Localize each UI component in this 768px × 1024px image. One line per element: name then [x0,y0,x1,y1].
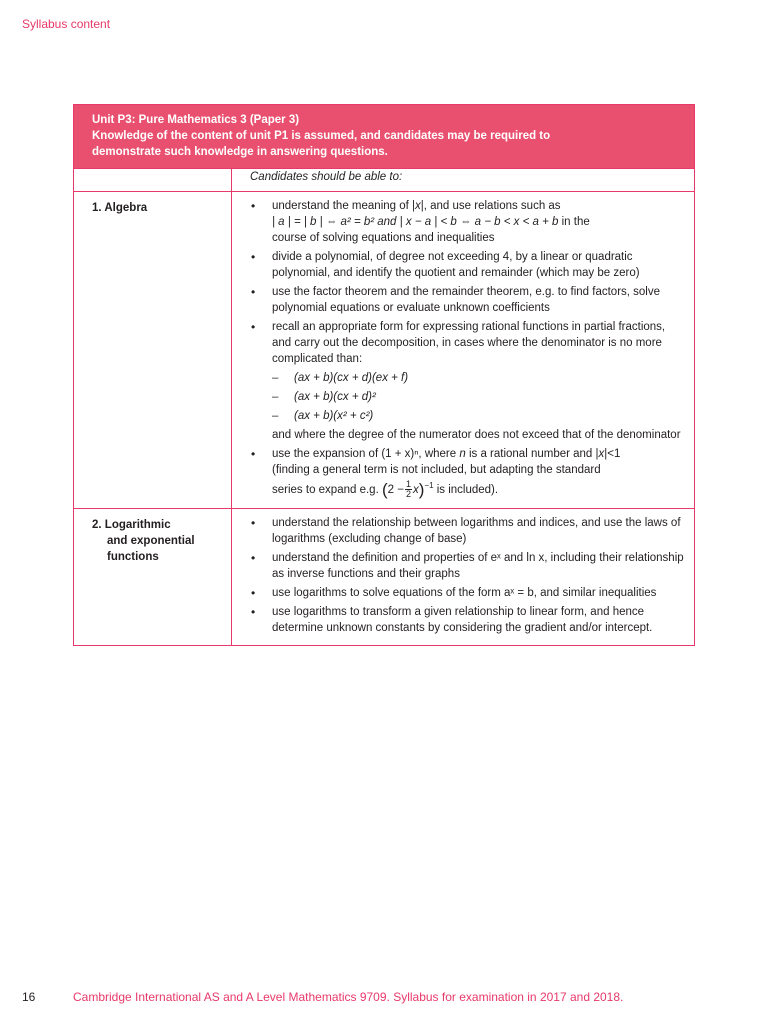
unit-note-line2: demonstrate such knowledge in answering questions. [92,146,388,158]
topic-name-line2: and exponential [107,535,195,548]
topic-name: Algebra [104,202,148,214]
objective-list [250,198,684,499]
intro-left-cell [74,169,232,191]
unit-header [74,105,694,168]
objective-list [250,515,684,636]
unit-title: Unit P3: Pure Mathematics 3 (Paper 3) [92,114,300,126]
topic-name-line3: functions [107,551,159,564]
objectives-logarithmic [232,509,694,645]
topic-title-algebra [74,192,232,508]
objective-binomial: • use the expansion of (1 + x)ⁿ, where n is a rational number and |x|<1 (finding a general term is not included, but adapting the standard series to expand e.g. (2 − $\frac{1}{2}$ x)$^{-1}$ is included). [250,446,684,499]
syllabus-table [73,104,695,646]
objective-factor-theorem: • use the factor theorem and the remainder theorem, e.g. to find factors, solve polynomial equations or evaluate unknown coefficients [250,284,684,316]
objective-linear-form: • use logarithms to transform a given relationship to linear form, and hence determine unknown constants by considering the gradient and/or intercept. [250,604,684,636]
objective-exp-ln: • understand the definition and properties of eˣ and ln x, including their relationship as inverse functions and their graphs [250,550,684,582]
objective-divide: • divide a polynomial, of degree not exceeding 4, by a linear or quadratic polynomial, and identify the quotient and remainder (which may be zero) [250,249,684,281]
partial-form-1: – (ax + b)(cx + d)(ex + f) [272,370,684,386]
binomial-expression: (2 − $\frac{1}{2}$ x)$^{-1}$ [381,479,434,500]
footer-text: Cambridge International AS and A Level Mathematics 9709. Syllabus for examination in 2017 and 2018. [73,990,624,1004]
intro-text: Candidates should be able to: [250,171,403,183]
intro-row [74,168,694,191]
topic-number: 1. [92,202,102,214]
partial-form-3: – (ax + b)(x² + c²) [272,408,684,424]
topic-title-logarithmic [74,509,232,645]
objective-solve-equations: • use logarithms to solve equations of the form aˣ = b, and similar inequalities [250,585,684,601]
page-number: 16 [22,990,36,1004]
one-half-fraction: $\frac{1}{2}$ [405,479,411,500]
topic-name-line1: Logarithmic [104,519,171,532]
running-header: Syllabus content [22,17,111,31]
topic-row-algebra [74,191,694,508]
objective-partial-fractions: • recall an appropriate form for expressing rational functions in partial fractions, and carry out the decomposition, in cases where the denominator is no more complicated than: – (ax + b)(cx + d)(ex + f) – (ax + b)(cx + d)² – (ax + b)(x² + c²) and where the degree of the numerator does not exceed that of the denominator [250,319,684,443]
topic-number: 2. [92,519,102,532]
partial-form-2: – (ax + b)(cx + d)² [272,389,684,405]
objective-log-laws: • understand the relationship between logarithms and indices, and use the laws of logarithms (excluding change of base) [250,515,684,547]
objective-modulus: • understand the meaning of |x|, and use relations such as | a | = | b | ⇔ a² = b² and | x − a | < b ⇔ a − b < x < a + b in the course of solving equations and inequalities [250,198,684,246]
partial-fraction-forms [272,370,684,424]
topic-row-logarithmic [74,508,694,645]
unit-note-line1: Knowledge of the content of unit P1 is assumed, and candidates may be required to [92,130,551,142]
objectives-algebra [232,192,694,508]
